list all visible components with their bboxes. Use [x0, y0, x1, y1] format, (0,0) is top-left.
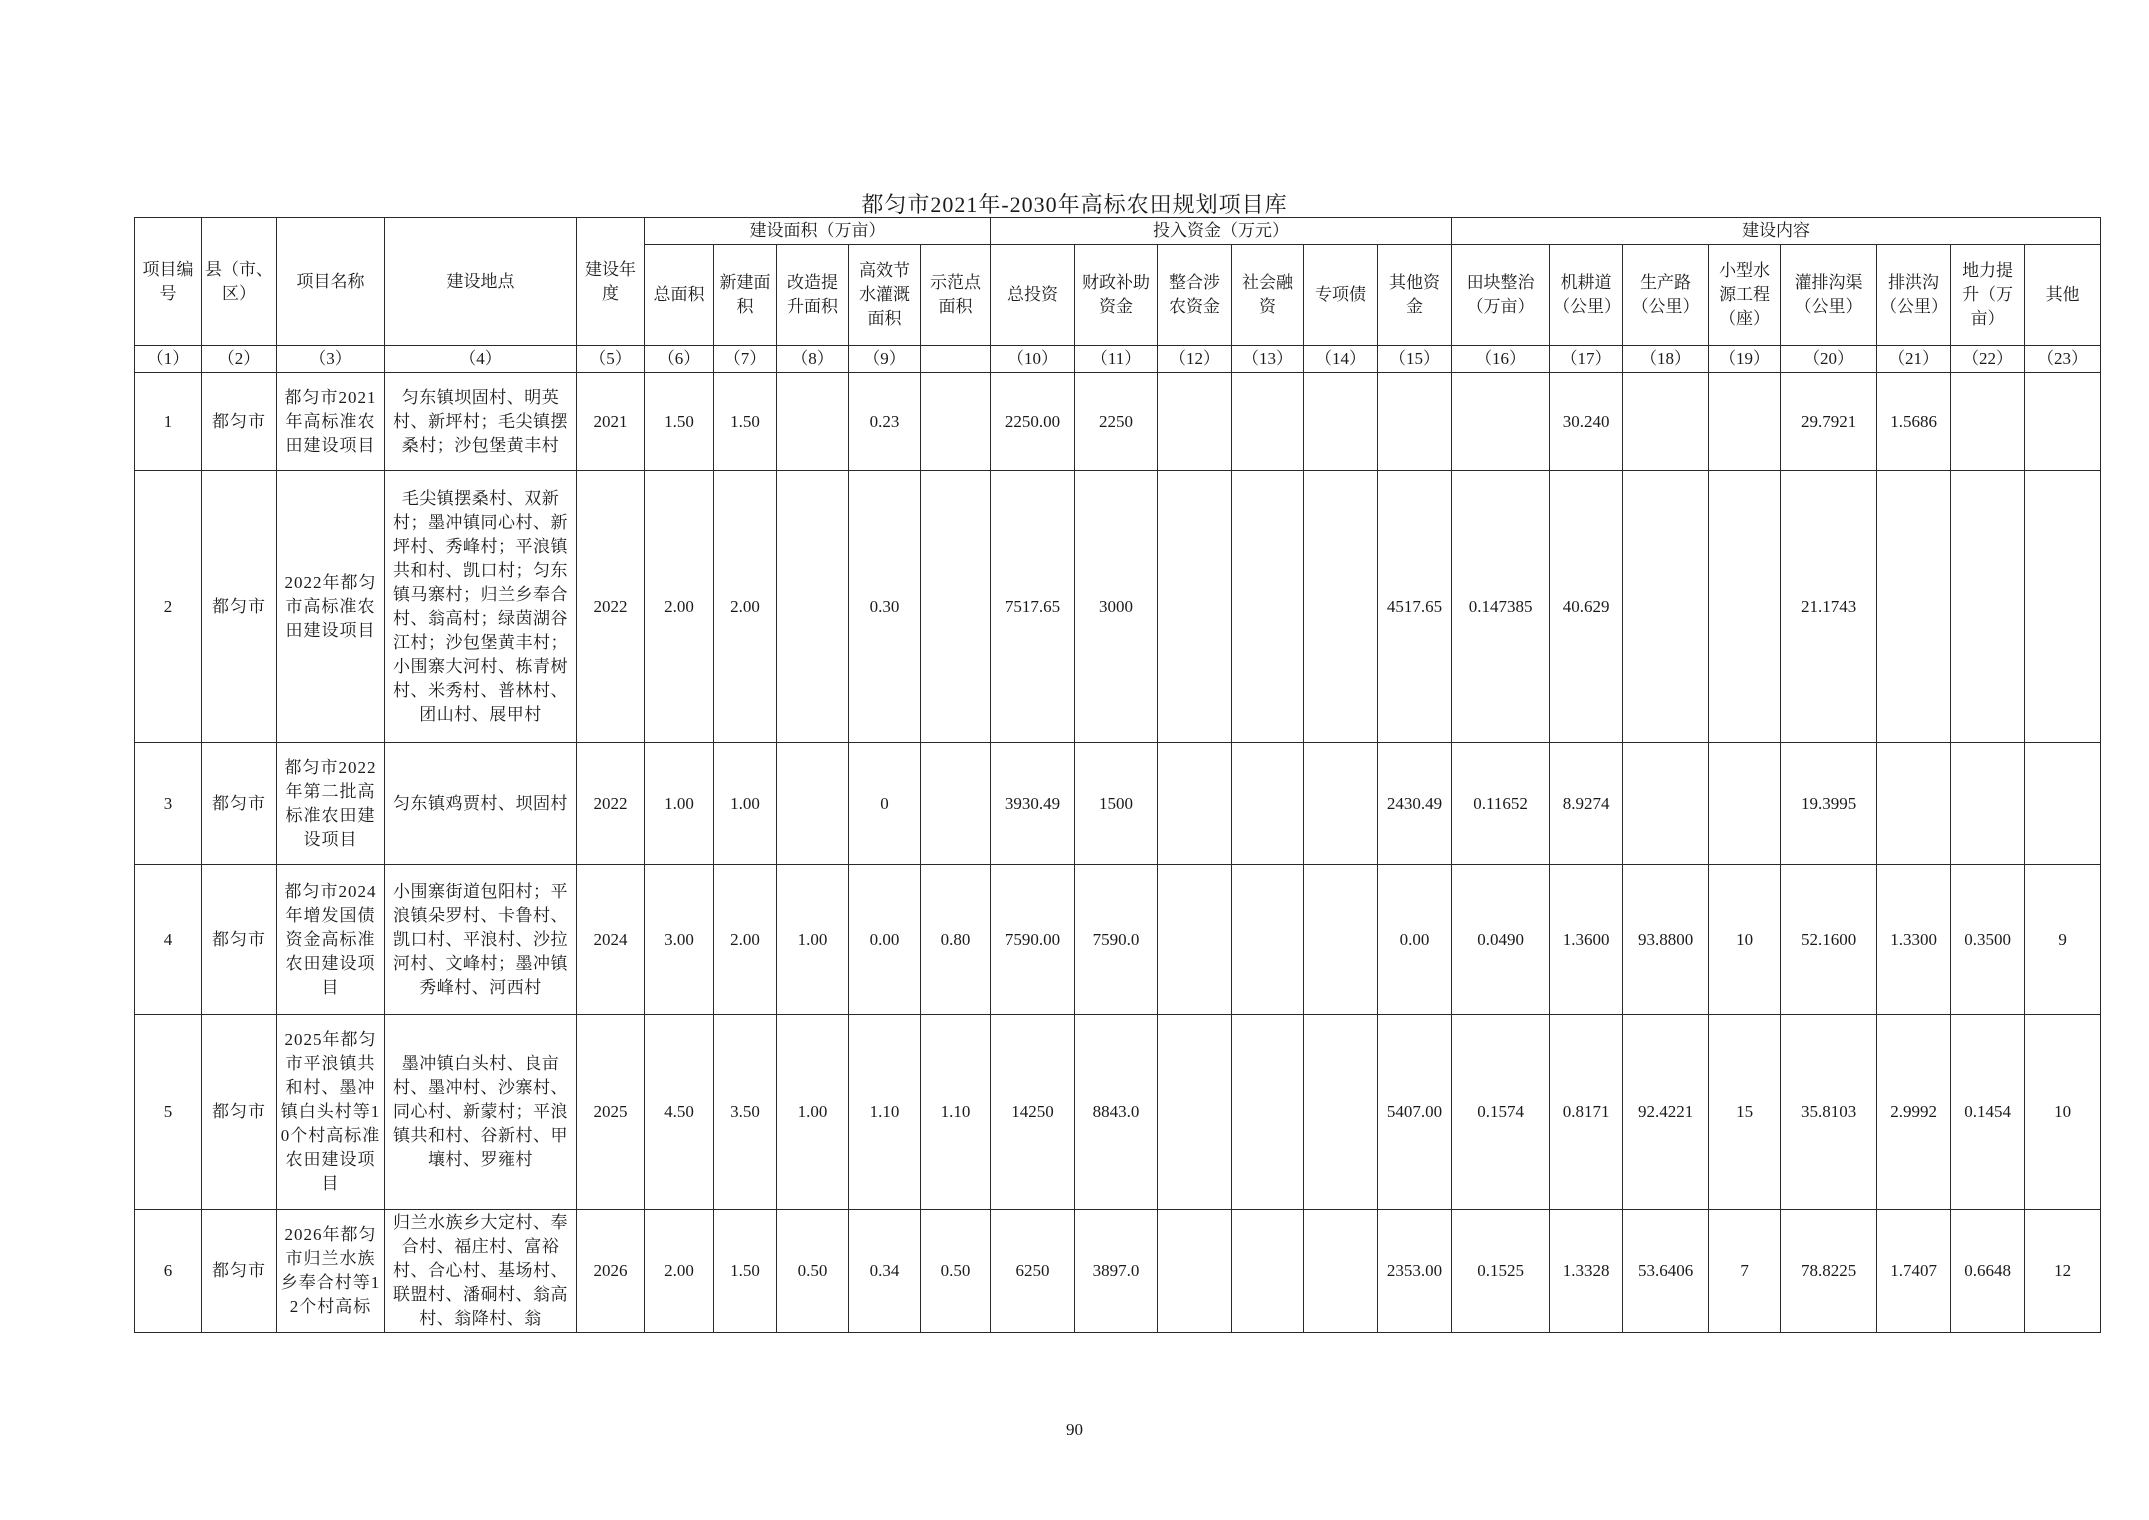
table-cell: 6250: [991, 1210, 1075, 1333]
table-cell: [2025, 471, 2101, 743]
header-index-row: [135, 346, 2101, 373]
table-cell: 52.1600: [1781, 865, 1877, 1015]
table-cell: [1158, 373, 1232, 471]
index-cell: （20）: [1781, 346, 1877, 373]
table-cell: [2025, 743, 2101, 865]
header-upgrade-area: 改造提升面积: [777, 245, 849, 346]
header-county: 县（市、区）: [202, 218, 277, 346]
cell-location: 毛尖镇摆桑村、双新村；墨冲镇同心村、新坪村、秀峰村；平浪镇共和村、凯口村；匀东镇马寨村；归兰乡奉合村、翁高村；绿茵湖谷江村；沙包堡黄丰村；小围寨大河村、栋青树村、米秀村、普林村、团山村、展甲村: [385, 471, 577, 743]
index-cell: （13）: [1232, 346, 1304, 373]
table-cell: 0.34: [849, 1210, 921, 1333]
table-cell: 7590.0: [1075, 865, 1158, 1015]
cell-location: 匀东镇坝固村、明英村、新坪村；毛尖镇摆桑村；沙包堡黄丰村: [385, 373, 577, 471]
table-cell: 1.7407: [1877, 1210, 1951, 1333]
table-cell: 3: [135, 743, 202, 865]
table-cell: 14250: [991, 1015, 1075, 1210]
cell-county: 都匀市: [202, 373, 277, 471]
index-cell: （6）: [645, 346, 714, 373]
table-cell: 29.7921: [1781, 373, 1877, 471]
cell-name: 都匀市2022年第二批高标准农田建设项目: [277, 743, 385, 865]
table-cell: [1709, 743, 1781, 865]
table-cell: 7: [1709, 1210, 1781, 1333]
table-cell: 1.00: [645, 743, 714, 865]
cell-name: 2026年都匀市归兰水族乡奉合村等12个村高标: [277, 1210, 385, 1333]
table-cell: [1452, 373, 1550, 471]
table-cell: 4.50: [645, 1015, 714, 1210]
index-cell: [921, 346, 991, 373]
table-cell: [777, 373, 849, 471]
table-cell: 0.30: [849, 471, 921, 743]
table-cell: 2: [135, 471, 202, 743]
table-cell: [1951, 743, 2025, 865]
table-cell: 0.1454: [1951, 1015, 2025, 1210]
index-cell: （1）: [135, 346, 202, 373]
index-cell: （9）: [849, 346, 921, 373]
cell-name: 2022年都匀市高标准农田建设项目: [277, 471, 385, 743]
table-cell: 2.00: [714, 865, 777, 1015]
table-cell: [1158, 743, 1232, 865]
header-field-consolidation: 田块整治（万亩）: [1452, 245, 1550, 346]
table-cell: 5407.00: [1378, 1015, 1452, 1210]
table-cell: [1304, 743, 1378, 865]
table-cell: [1623, 743, 1709, 865]
index-cell: （17）: [1550, 346, 1623, 373]
table-cell: 1.50: [645, 373, 714, 471]
table-cell: 4517.65: [1378, 471, 1452, 743]
table-cell: 12: [2025, 1210, 2101, 1333]
index-cell: （21）: [1877, 346, 1951, 373]
table-cell: 2.00: [714, 471, 777, 743]
table-cell: 6: [135, 1210, 202, 1333]
header-irrigation-area: 高效节水灌溉面积: [849, 245, 921, 346]
table-row: [135, 1015, 2101, 1210]
table-cell: [921, 471, 991, 743]
table-cell: [1232, 1210, 1304, 1333]
table-cell: 2021: [577, 373, 645, 471]
cell-location: 归兰水族乡大定村、奉合村、福庄村、富裕村、合心村、基场村、联盟村、潘硐村、翁高村、翁降村、翁: [385, 1210, 577, 1333]
index-cell: （19）: [1709, 346, 1781, 373]
header-total-area: 总面积: [645, 245, 714, 346]
header-demo-area: 示范点面积: [921, 245, 991, 346]
header-group-area: 建设面积（万亩）: [645, 218, 991, 245]
header-integrated: 整合涉农资金: [1158, 245, 1232, 346]
table-cell: [1158, 865, 1232, 1015]
cell-county: 都匀市: [202, 743, 277, 865]
header-other: 其他: [2025, 245, 2101, 346]
table-cell: 2.9992: [1877, 1015, 1951, 1210]
table-cell: 3.00: [645, 865, 714, 1015]
table-cell: 53.6406: [1623, 1210, 1709, 1333]
index-cell: （14）: [1304, 346, 1378, 373]
table-cell: 0.50: [777, 1210, 849, 1333]
header-location: 建设地点: [385, 218, 577, 346]
header-total-invest: 总投资: [991, 245, 1075, 346]
cell-location: 匀东镇鸡贾村、坝固村: [385, 743, 577, 865]
table-cell: [1232, 471, 1304, 743]
cell-name: 都匀市2024年增发国债资金高标准农田建设项目: [277, 865, 385, 1015]
table-cell: 78.8225: [1781, 1210, 1877, 1333]
index-cell: （3）: [277, 346, 385, 373]
cell-county: 都匀市: [202, 1015, 277, 1210]
table-cell: 2022: [577, 743, 645, 865]
table-cell: 40.629: [1550, 471, 1623, 743]
table-cell: [1158, 471, 1232, 743]
table-cell: 93.8800: [1623, 865, 1709, 1015]
table-cell: 7517.65: [991, 471, 1075, 743]
table-cell: [1304, 865, 1378, 1015]
header-machine-road: 机耕道（公里）: [1550, 245, 1623, 346]
table-cell: [921, 743, 991, 865]
table-cell: [2025, 373, 2101, 471]
table-cell: 30.240: [1550, 373, 1623, 471]
table-cell: 4: [135, 865, 202, 1015]
cell-county: 都匀市: [202, 865, 277, 1015]
index-cell: （23）: [2025, 346, 2101, 373]
cell-county: 都匀市: [202, 1210, 277, 1333]
table-cell: 2.00: [645, 1210, 714, 1333]
table-cell: 2022: [577, 471, 645, 743]
index-cell: （8）: [777, 346, 849, 373]
table-cell: 0.80: [921, 865, 991, 1015]
table-cell: 0.3500: [1951, 865, 2025, 1015]
table-cell: [1304, 1210, 1378, 1333]
table-cell: 0.00: [849, 865, 921, 1015]
cell-name: 都匀市2021年高标准农田建设项目: [277, 373, 385, 471]
cell-county: 都匀市: [202, 471, 277, 743]
table-cell: 21.1743: [1781, 471, 1877, 743]
table-cell: 2025: [577, 1015, 645, 1210]
table-row: [135, 373, 2101, 471]
table-cell: [1951, 373, 2025, 471]
table-cell: [1378, 373, 1452, 471]
index-cell: （5）: [577, 346, 645, 373]
table-cell: 0.8171: [1550, 1015, 1623, 1210]
table-cell: 1: [135, 373, 202, 471]
header-group-content: 建设内容: [1452, 218, 2101, 245]
table-cell: 1.00: [714, 743, 777, 865]
index-cell: （12）: [1158, 346, 1232, 373]
table-cell: 3930.49: [991, 743, 1075, 865]
table-cell: [1304, 1015, 1378, 1210]
table-cell: 0.0490: [1452, 865, 1550, 1015]
table-cell: 1.3600: [1550, 865, 1623, 1015]
header-social: 社会融资: [1232, 245, 1304, 346]
project-table: [134, 217, 2101, 1333]
table-cell: [1623, 471, 1709, 743]
table-cell: 10: [2025, 1015, 2101, 1210]
table-cell: 2.00: [645, 471, 714, 743]
table-cell: 8.9274: [1550, 743, 1623, 865]
table-cell: [1232, 743, 1304, 865]
table-cell: 19.3995: [1781, 743, 1877, 865]
index-cell: （10）: [991, 346, 1075, 373]
table-cell: 2024: [577, 865, 645, 1015]
index-cell: （7）: [714, 346, 777, 373]
table-cell: [1623, 373, 1709, 471]
index-cell: （18）: [1623, 346, 1709, 373]
table-cell: 0.6648: [1951, 1210, 2025, 1333]
header-irrigation-canal: 灌排沟渠（公里）: [1781, 245, 1877, 346]
header-no: 项目编号: [135, 218, 202, 346]
table-row: [135, 1210, 2101, 1333]
table-cell: [1877, 471, 1951, 743]
table-cell: 2353.00: [1378, 1210, 1452, 1333]
index-cell: （15）: [1378, 346, 1452, 373]
table-cell: 2026: [577, 1210, 645, 1333]
table-cell: [777, 743, 849, 865]
index-cell: （22）: [1951, 346, 2025, 373]
table-cell: 1.10: [921, 1015, 991, 1210]
table-cell: 0.1574: [1452, 1015, 1550, 1210]
index-cell: （16）: [1452, 346, 1550, 373]
table-cell: 0: [849, 743, 921, 865]
table-cell: [777, 471, 849, 743]
header-fertility: 地力提升（万亩）: [1951, 245, 2025, 346]
table-cell: [1158, 1015, 1232, 1210]
table-cell: [1232, 1015, 1304, 1210]
table-cell: 0.1525: [1452, 1210, 1550, 1333]
table-cell: 0.50: [921, 1210, 991, 1333]
table-cell: 1.50: [714, 1210, 777, 1333]
table-cell: 15: [1709, 1015, 1781, 1210]
table-body: [135, 373, 2101, 1333]
table-cell: 9: [2025, 865, 2101, 1015]
header-row-groups: [135, 218, 2101, 245]
table-cell: [1709, 373, 1781, 471]
cell-location: 墨冲镇白头村、良亩村、墨冲村、沙寨村、同心村、新蒙村；平浪镇共和村、谷新村、甲壤村、罗雍村: [385, 1015, 577, 1210]
cell-name: 2025年都匀市平浪镇共和村、墨冲镇白头村等10个村高标准农田建设项目: [277, 1015, 385, 1210]
table-cell: 1.3300: [1877, 865, 1951, 1015]
table-cell: 2430.49: [1378, 743, 1452, 865]
table-cell: 1.10: [849, 1015, 921, 1210]
header-name: 项目名称: [277, 218, 385, 346]
table-cell: 2250: [1075, 373, 1158, 471]
table-cell: 35.8103: [1781, 1015, 1877, 1210]
table-cell: 8843.0: [1075, 1015, 1158, 1210]
cell-location: 小围寨街道包阳村；平浪镇朵罗村、卡鲁村、凯口村、平浪村、沙拉河村、文峰村；墨冲镇秀峰村、河西村: [385, 865, 577, 1015]
header-group-investment: 投入资金（万元）: [991, 218, 1452, 245]
table-cell: 1.00: [777, 865, 849, 1015]
index-cell: （11）: [1075, 346, 1158, 373]
table-cell: 3897.0: [1075, 1210, 1158, 1333]
table-cell: 3000: [1075, 471, 1158, 743]
table-cell: 1.00: [777, 1015, 849, 1210]
header-other-funds: 其他资金: [1378, 245, 1452, 346]
index-cell: （4）: [385, 346, 577, 373]
table-cell: [1877, 743, 1951, 865]
table-cell: 0.23: [849, 373, 921, 471]
header-production-road: 生产路（公里）: [1623, 245, 1709, 346]
table-cell: 1500: [1075, 743, 1158, 865]
header-year: 建设年度: [577, 218, 645, 346]
table-cell: 1.3328: [1550, 1210, 1623, 1333]
header-fiscal: 财政补助资金: [1075, 245, 1158, 346]
index-cell: （2）: [202, 346, 277, 373]
table-cell: 10: [1709, 865, 1781, 1015]
table-cell: [1232, 865, 1304, 1015]
header-new-area: 新建面积: [714, 245, 777, 346]
table-cell: 1.50: [714, 373, 777, 471]
table-cell: [1304, 373, 1378, 471]
page-number: 90: [1066, 1420, 1083, 1439]
table-cell: [1709, 471, 1781, 743]
table-row: [135, 743, 2101, 865]
table-cell: 3.50: [714, 1015, 777, 1210]
table-cell: 1.5686: [1877, 373, 1951, 471]
header-water-source: 小型水源工程（座）: [1709, 245, 1781, 346]
table-title: 都匀市2021年-2030年高标农田规划项目库: [861, 192, 1288, 217]
table-cell: 0.11652: [1452, 743, 1550, 865]
table-cell: 0.00: [1378, 865, 1452, 1015]
header-special-bond: 专项债: [1304, 245, 1378, 346]
table-cell: 7590.00: [991, 865, 1075, 1015]
table-cell: 5: [135, 1015, 202, 1210]
table-cell: 92.4221: [1623, 1015, 1709, 1210]
table-cell: [1232, 373, 1304, 471]
table-cell: [921, 373, 991, 471]
table-cell: 2250.00: [991, 373, 1075, 471]
table-row: [135, 471, 2101, 743]
table-cell: [1304, 471, 1378, 743]
header-flood-ditch: 排洪沟（公里）: [1877, 245, 1951, 346]
table-cell: [1951, 471, 2025, 743]
table-cell: [1158, 1210, 1232, 1333]
table-row: [135, 865, 2101, 1015]
table-cell: 0.147385: [1452, 471, 1550, 743]
